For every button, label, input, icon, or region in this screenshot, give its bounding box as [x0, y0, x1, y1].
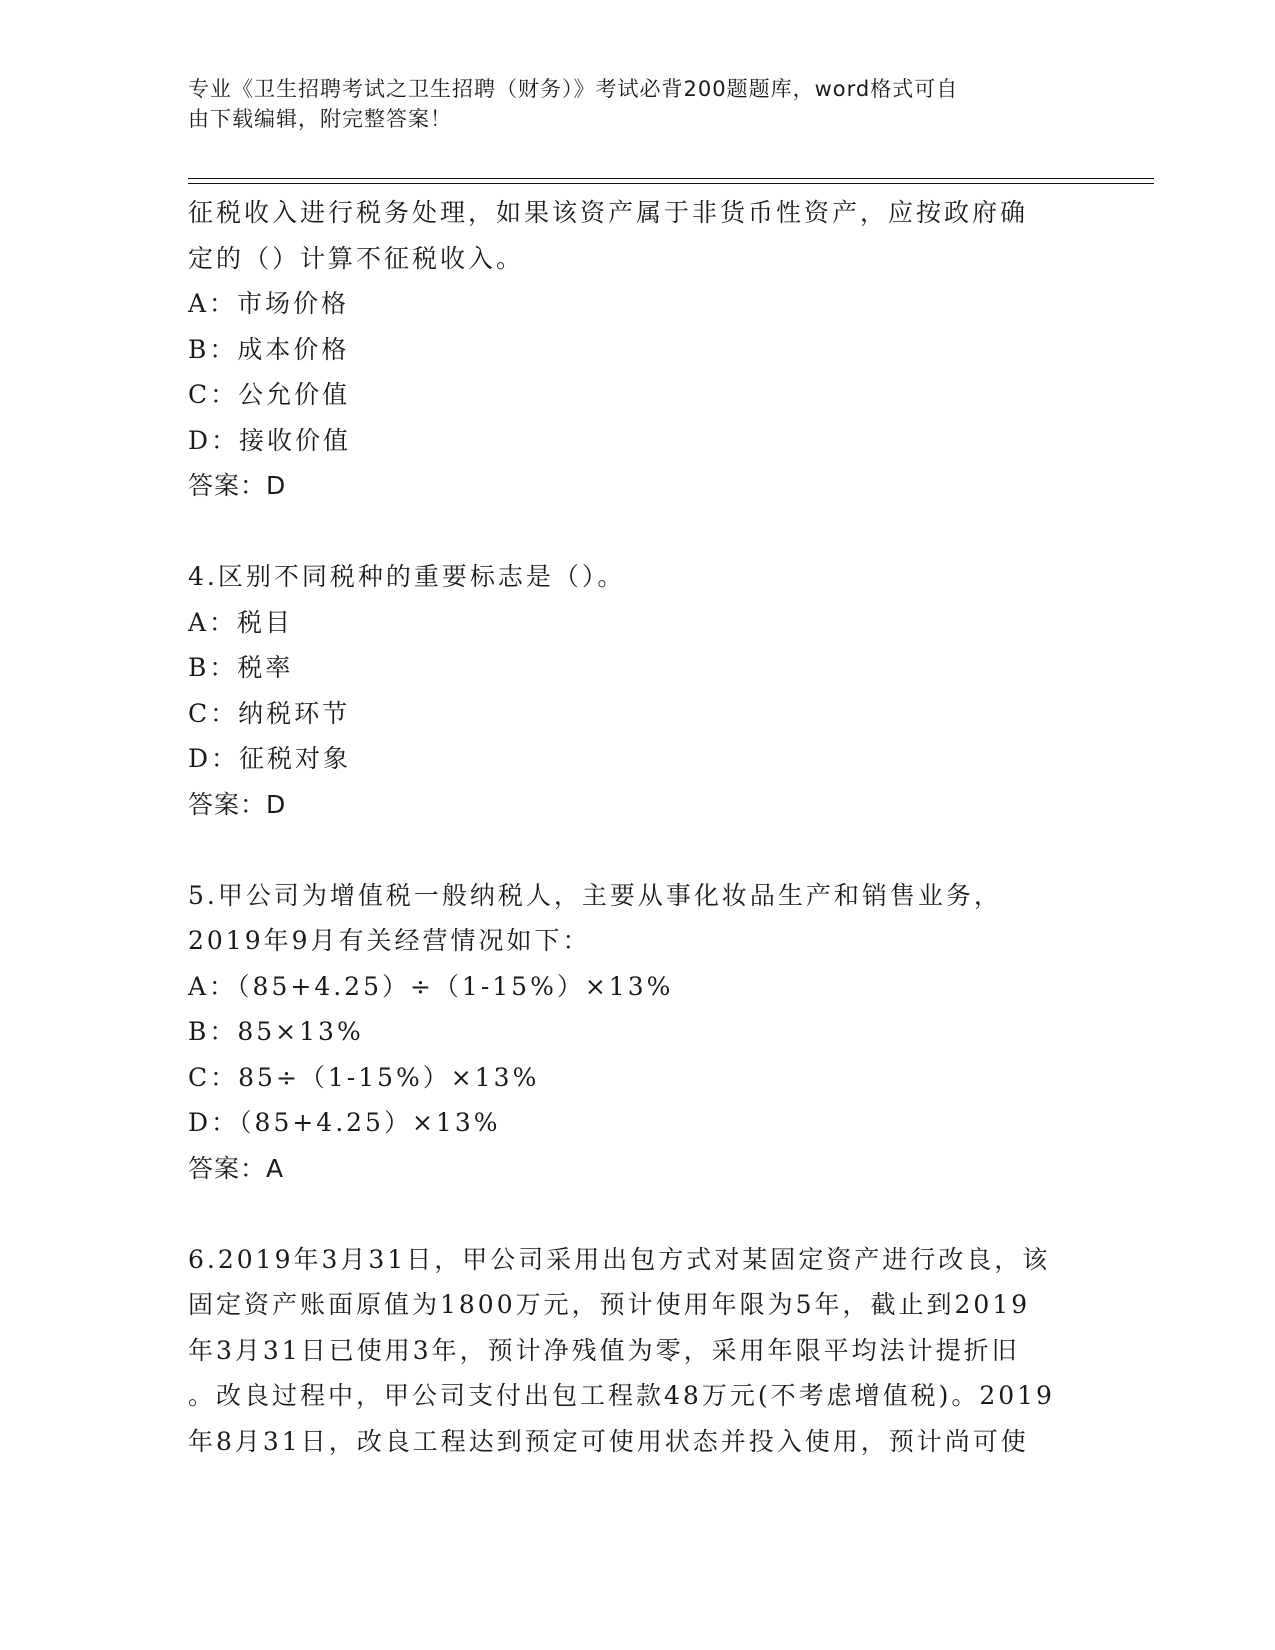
option-b: B：成本价格	[188, 334, 350, 364]
question-spacer	[188, 509, 1088, 555]
question-text-line: 固定资产账面原值为1800万元，预计使用年限为5年，截止到2019	[188, 1290, 1031, 1319]
question-text-line: 2019年9月有关经营情况如下：	[188, 926, 591, 955]
answer-line: 答案：A	[188, 1153, 285, 1183]
question-6	[188, 1237, 1088, 1465]
option-c: C：公允价值	[188, 380, 351, 409]
document-header	[188, 74, 1068, 134]
question-5	[188, 873, 1088, 1192]
question-text-line: 年8月31日，改良工程达到预定可使用状态并投入使用，预计尚可使	[188, 1426, 1029, 1456]
option-a: A：市场价格	[188, 289, 350, 318]
header-divider-top	[188, 178, 1154, 179]
question-text-line: 6.2019年3月31日，甲公司采用出包方式对某固定资产进行改良，该	[188, 1244, 1051, 1274]
question-text-line: 5.甲公司为增值税一般纳税人，主要从事化妆品生产和销售业务，	[188, 880, 1002, 910]
question-text-line: 定的（）计算不征税收入。	[188, 243, 525, 273]
answer-line: 答案：D	[188, 471, 287, 500]
document-body	[188, 190, 1088, 1464]
header-title-line-1: 专业《卫生招聘考试之卫生招聘（财务）》考试必背200题题库，word格式可自	[188, 77, 959, 101]
option-d: D：接收价值	[188, 425, 352, 455]
question-4	[188, 554, 1088, 827]
header-divider-bottom	[188, 183, 1154, 184]
answer-line: 答案：D	[188, 789, 287, 819]
option-a: A：税目	[188, 607, 294, 637]
question-text-line: 征税收入进行税务处理，如果该资产属于非货币性资产，应按政府确	[188, 198, 1029, 227]
question-spacer	[188, 1191, 1088, 1237]
option-a: A：（85+4.25）÷（1-15%）×13%	[188, 971, 674, 1001]
question-text-line: 4.区别不同税种的重要标志是（）。	[188, 562, 626, 591]
option-b: B：税率	[188, 653, 294, 682]
question-text-line: 年3月31日已使用3年，预计净残值为零，采用年限平均法计提折旧	[188, 1335, 1020, 1365]
option-d: D：（85+4.25）×13%	[188, 1108, 501, 1137]
question-3	[188, 190, 1088, 509]
question-spacer	[188, 827, 1088, 873]
option-c: C：85÷（1-15%）×13%	[188, 1062, 540, 1092]
header-title-line-2: 由下载编辑，附完整答案！	[188, 107, 452, 131]
option-b: B：85×13%	[188, 1017, 364, 1046]
option-c: C：纳税环节	[188, 698, 351, 728]
option-d: D：征税对象	[188, 744, 352, 773]
question-text-line: 。改良过程中，甲公司支付出包工程款48万元(不考虑增值税)。2019	[188, 1381, 1055, 1410]
